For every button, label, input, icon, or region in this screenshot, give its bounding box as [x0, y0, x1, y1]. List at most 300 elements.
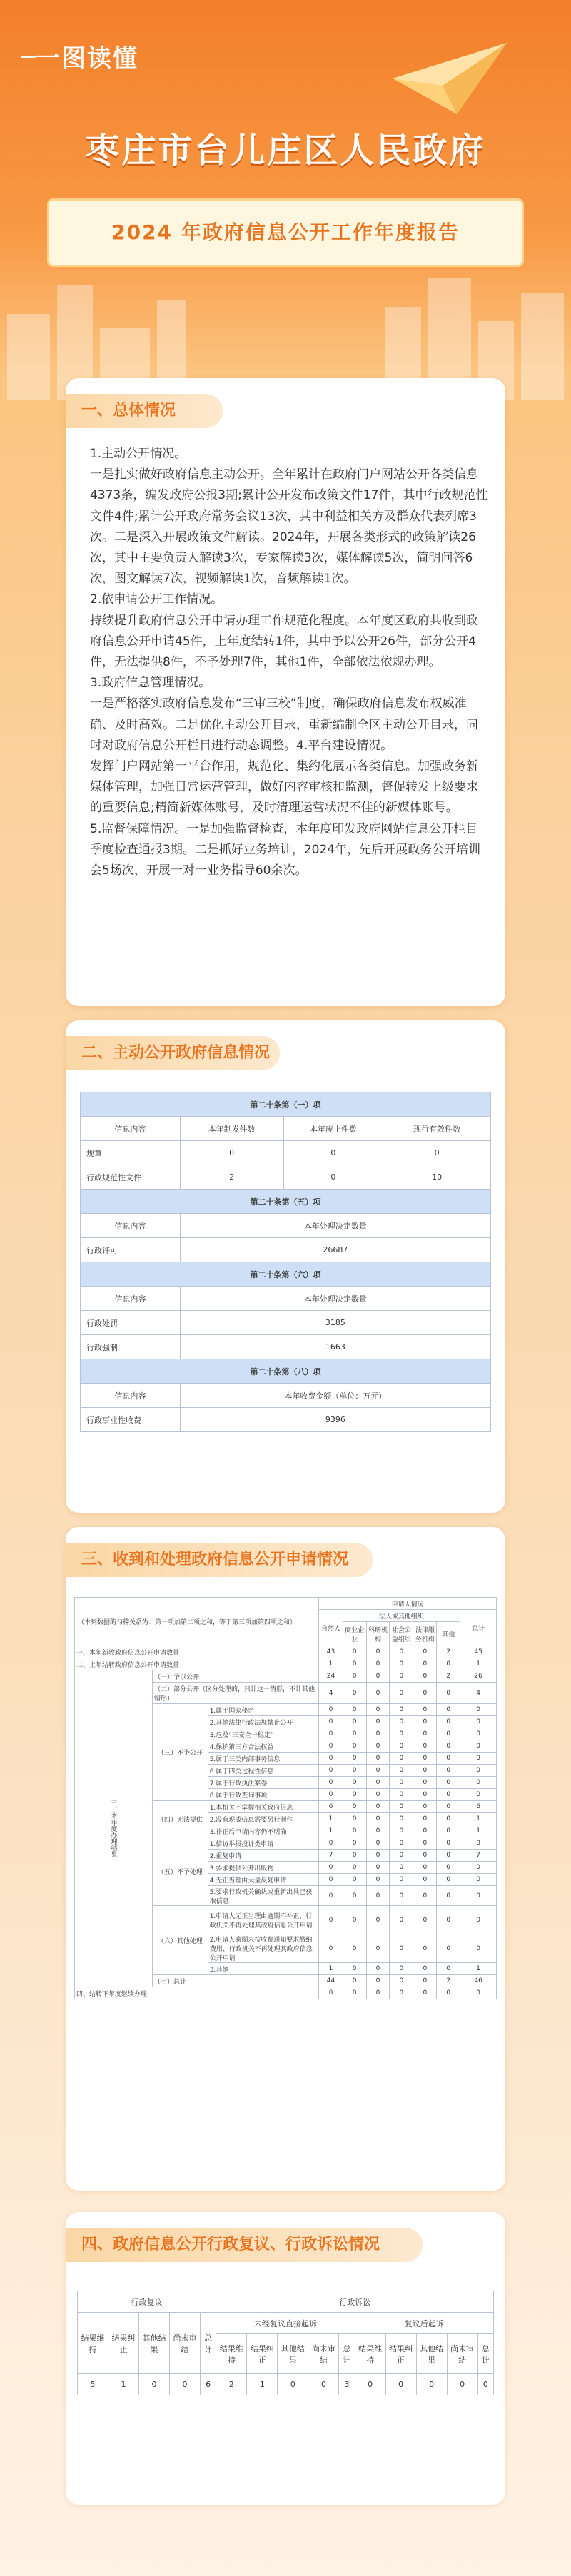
- table-cell: 0: [390, 1789, 413, 1801]
- table-cell: 0: [383, 1141, 491, 1165]
- table-cell: 0: [460, 1837, 497, 1850]
- table-cell: 0: [343, 1825, 366, 1837]
- table-cell: 0: [366, 1658, 390, 1670]
- table-cell: 0: [437, 1837, 460, 1850]
- table-cell: 0: [437, 1801, 460, 1813]
- table-cell: 0: [460, 1934, 497, 1963]
- table-row: [75, 1646, 497, 1658]
- table-cell: 0: [343, 1862, 366, 1874]
- column-header: 行政诉讼: [216, 2291, 494, 2313]
- table-cell: 0: [413, 1963, 437, 1975]
- table-cell: 0: [413, 1658, 437, 1670]
- table-cell: 0: [366, 1886, 390, 1906]
- row-label: 1.属于国家秘密: [208, 1704, 319, 1716]
- table-cell: 0: [343, 1683, 366, 1704]
- table-cell: 7: [460, 1850, 497, 1862]
- table-cell: 0: [343, 1646, 366, 1658]
- table-cell: 4: [319, 1683, 343, 1704]
- table-cell: 0: [308, 2374, 339, 2395]
- table-cell: 0: [343, 1658, 366, 1670]
- row-label: （二）部分公开（区分处理的，只计这一情形，不计其他情形）: [153, 1683, 319, 1704]
- table-cell: 0: [460, 1886, 497, 1906]
- table-cell: 0: [390, 1753, 413, 1765]
- table-cell: 0: [170, 2374, 201, 2395]
- table-cell: 24: [319, 1670, 343, 1683]
- section-heading: 三、收到和处理政府信息公开申请情况: [66, 1543, 373, 1577]
- paragraph: 3.政府信息管理情况。: [90, 676, 211, 691]
- table-cell: 0: [390, 1975, 413, 1987]
- column-header: 信息内容: [81, 1214, 181, 1238]
- column-header: 尚未审结: [447, 2334, 477, 2374]
- table-cell: 0: [366, 1934, 390, 1963]
- table-cell: 0: [413, 1906, 437, 1934]
- review-litigation-table: [77, 2291, 494, 2395]
- table-cell: 0: [437, 1987, 460, 1999]
- table-cell: 0: [343, 1777, 366, 1789]
- table-cell: 0: [460, 1862, 497, 1874]
- table-cell: 1: [319, 1825, 343, 1837]
- row-label: 8.属于行政查询事项: [208, 1789, 319, 1801]
- column-header: 行政复议: [78, 2291, 216, 2313]
- column-header: 自然人: [319, 1610, 343, 1646]
- row-label: 4.无正当理由大量反复申请: [208, 1874, 319, 1886]
- row-label: 四、结转下年度继续办理: [75, 1987, 319, 1999]
- table-cell: 0: [366, 1801, 390, 1813]
- table-cell: 0: [460, 1704, 497, 1716]
- table-cell: 0: [460, 1987, 497, 1999]
- table-cell: 0: [413, 1753, 437, 1765]
- table-cell: 0: [343, 1906, 366, 1934]
- table-corner-note: （本列数据的勾稽关系为：第一项加第二项之和，等于第三项加第四项之和）: [75, 1598, 319, 1646]
- table-cell: 0: [343, 1704, 366, 1716]
- table-cell: 0: [413, 1789, 437, 1801]
- header-tag: 一图读懂: [36, 44, 138, 73]
- column-header: 本年处理决定数量: [180, 1287, 490, 1311]
- table-section-title: 第二十条第（一）项: [81, 1092, 491, 1117]
- table-cell: 6: [319, 1801, 343, 1813]
- row-label: 3.其他: [208, 1963, 319, 1975]
- table-cell: 0: [366, 1789, 390, 1801]
- column-header: 总计: [460, 1610, 497, 1646]
- column-header: 科研机构: [366, 1622, 390, 1646]
- table-cell: 0: [319, 1934, 343, 1963]
- section-review-card: [66, 2212, 505, 2505]
- table-cell: 0: [390, 1765, 413, 1777]
- table-cell: 0: [460, 1716, 497, 1728]
- table-cell: 0: [413, 1987, 437, 1999]
- table-cell: 0: [366, 1765, 390, 1777]
- table-cell: 0: [413, 1728, 437, 1740]
- table-cell: 0: [416, 2374, 447, 2395]
- row-label: 5.要求行政机关确认或重新出具已获取信息: [208, 1886, 319, 1906]
- paragraph: 1.主动公开情况。: [90, 447, 187, 461]
- column-header: 结果维持: [216, 2334, 247, 2374]
- table-cell: 0: [366, 1813, 390, 1825]
- table-cell: 44: [319, 1975, 343, 1987]
- table-cell: 6: [201, 2374, 216, 2395]
- table-cell: 0: [283, 1165, 383, 1190]
- page-subtitle: 2024 年政府信息公开工作年度报告: [111, 220, 460, 244]
- table-cell: 1: [460, 1963, 497, 1975]
- table-section-title: 第二十条第（八）项: [81, 1359, 491, 1384]
- table-cell: 0: [366, 1728, 390, 1740]
- overview-text: [90, 444, 490, 881]
- table-cell: 0: [390, 1906, 413, 1934]
- row-group-label: （三）不予公开: [153, 1704, 208, 1801]
- table-cell: 2: [437, 1670, 460, 1683]
- column-header: 其他: [437, 1622, 460, 1646]
- table-cell: 1: [247, 2374, 278, 2395]
- table-cell: 0: [390, 1837, 413, 1850]
- table-cell: 1: [460, 1813, 497, 1825]
- table-cell: 0: [139, 2374, 170, 2395]
- row-label: 6.属于四类过程性信息: [208, 1765, 319, 1777]
- table-cell: 0: [366, 1646, 390, 1658]
- table-cell: 0: [460, 1874, 497, 1886]
- page-title: 枣庄市台儿庄区人民政府: [85, 131, 486, 171]
- table-cell: 0: [390, 1874, 413, 1886]
- subtitle-banner: [47, 198, 524, 267]
- table-cell: 0: [413, 1704, 437, 1716]
- table-cell: 0: [413, 1886, 437, 1906]
- column-header: 结果维持: [355, 2334, 385, 2374]
- row-label: 4.保护第三方合法权益: [208, 1740, 319, 1753]
- table-cell: 0: [437, 1813, 460, 1825]
- row-label: 7.属于行政执法案卷: [208, 1777, 319, 1789]
- row-label: 3.危及“三安全一稳定”: [208, 1728, 319, 1740]
- table-cell: 0: [413, 1716, 437, 1728]
- table-cell: 0: [437, 1963, 460, 1975]
- table-cell: 0: [390, 1934, 413, 1963]
- row-label: 2.重复申请: [208, 1850, 319, 1862]
- table-cell: 0: [437, 1850, 460, 1862]
- row-label: （七）总计: [153, 1975, 319, 1987]
- table-cell: 0: [447, 2374, 477, 2395]
- row-label: 二、上年结转政府信息公开申请数量: [75, 1658, 319, 1670]
- table-cell: 1: [319, 1963, 343, 1975]
- table-cell: 0: [390, 1886, 413, 1906]
- table-cell: 43: [319, 1646, 343, 1658]
- table-cell: 0: [437, 1658, 460, 1670]
- table-cell: 0: [413, 1740, 437, 1753]
- row-label: 1.本机关不掌握相关政府信息: [208, 1801, 319, 1813]
- column-header: 信息内容: [81, 1384, 181, 1408]
- table-cell: 3185: [180, 1311, 490, 1335]
- table-cell: 0: [437, 1825, 460, 1837]
- table-cell: 26: [460, 1670, 497, 1683]
- table-cell: 2: [437, 1975, 460, 1987]
- table-cell: 0: [437, 1789, 460, 1801]
- table-cell: 0: [390, 1850, 413, 1862]
- applications-table-body: [75, 1646, 497, 1999]
- table-cell: 0: [319, 1886, 343, 1906]
- table-cell: 行政规范性文件: [81, 1165, 181, 1190]
- table-cell: 1: [460, 1825, 497, 1837]
- table-cell: 0: [437, 1777, 460, 1789]
- column-header: 本年处理决定数量: [180, 1214, 490, 1238]
- column-header: 商业企业: [343, 1622, 366, 1646]
- section-heading: 四、政府信息公开行政复议、行政诉讼情况: [66, 2228, 423, 2262]
- table-cell: 9396: [180, 1408, 490, 1432]
- column-header: 本年制发件数: [180, 1117, 283, 1141]
- table-cell: 0: [278, 2374, 308, 2395]
- table-cell: 0: [390, 1963, 413, 1975]
- table-cell: 0: [390, 1740, 413, 1753]
- table-cell: 6: [460, 1801, 497, 1813]
- row-label: （一）予以公开: [153, 1670, 319, 1683]
- table-cell: 26687: [180, 1238, 490, 1262]
- row-label: 2.其他法律行政法规禁止公开: [208, 1716, 319, 1728]
- table-cell: 2: [180, 1165, 283, 1190]
- table-cell: 0: [343, 1886, 366, 1906]
- table-cell: 0: [437, 1753, 460, 1765]
- paragraph: 2.依申请公开工作情况。: [90, 592, 223, 607]
- table-cell: 0: [390, 1716, 413, 1728]
- table-cell: 0: [319, 1753, 343, 1765]
- table-cell: 1663: [180, 1335, 490, 1359]
- section-overview-card: [66, 378, 505, 1006]
- table-cell: 10: [383, 1165, 491, 1190]
- row-label: 1.申请人无正当理由逾期不补正、行政机关不再处理其政府信息公开申请: [208, 1906, 319, 1934]
- table-cell: 0: [460, 1753, 497, 1765]
- table-cell: 行政处罚: [81, 1311, 181, 1335]
- row-label: 3.要求提供公开出版物: [208, 1862, 319, 1874]
- column-header: 结果纠正: [385, 2334, 416, 2374]
- table-cell: 0: [460, 1777, 497, 1789]
- table-cell: 0: [413, 1646, 437, 1658]
- table-section-title: 第二十条第（六）项: [81, 1262, 491, 1287]
- table-cell: 0: [390, 1670, 413, 1683]
- table-cell: 0: [366, 1975, 390, 1987]
- table-cell: 0: [366, 1716, 390, 1728]
- section-proactive-card: [66, 1020, 505, 1513]
- paper-plane-icon: [385, 36, 514, 121]
- table-cell: 0: [413, 1765, 437, 1777]
- table-cell: 0: [343, 1670, 366, 1683]
- table-cell: 0: [343, 1813, 366, 1825]
- table-cell: 0: [343, 1987, 366, 1999]
- section-applications-card: [66, 1527, 505, 2191]
- column-header: 总计: [477, 2334, 493, 2374]
- row-label: 3.补正后申请内容仍不明确: [208, 1825, 319, 1837]
- column-header: 其他结果: [416, 2334, 447, 2374]
- table-cell: 0: [366, 1987, 390, 1999]
- paragraph: 发挥门户网站第一平台作用，规范化、集约化展示各类信息。加强政务新媒体管理，加强日常运营管理，做好内容审核和监测，督促转发上级要求的重要信息;精简新媒体账号，及时清理运营状况不佳的新媒体账号。: [90, 759, 478, 816]
- table-cell: 0: [460, 1740, 497, 1753]
- column-header: 本年废止件数: [283, 1117, 383, 1141]
- table-cell: 0: [343, 1963, 366, 1975]
- table-cell: 0: [413, 1825, 437, 1837]
- column-header: 法律服务机构: [413, 1622, 437, 1646]
- proactive-disclosure-table: [80, 1092, 491, 1432]
- table-cell: 0: [390, 1704, 413, 1716]
- table-cell: 0: [385, 2374, 416, 2395]
- paragraph: 持续提升政府信息公开申请办理工作规范化程度。本年度区政府共收到政府信息公开申请45件，上年度结转1件，其中予以公开26件，部分公开4件，无法提供8件，不予处理7件，其他1件，全部依法依规办理。: [90, 613, 478, 670]
- column-header: 尚未审结: [308, 2334, 339, 2374]
- table-cell: 0: [413, 1801, 437, 1813]
- column-header: 申请人情况: [319, 1598, 497, 1610]
- table-cell: 0: [343, 1850, 366, 1862]
- column-header: 其他结果: [278, 2334, 308, 2374]
- table-row: [75, 1670, 497, 1683]
- table-cell: 行政强制: [81, 1335, 181, 1359]
- table-cell: 0: [343, 1874, 366, 1886]
- table-cell: 0: [366, 1963, 390, 1975]
- row-label: 1.信访举报投诉类申请: [208, 1837, 319, 1850]
- table-cell: 0: [413, 1975, 437, 1987]
- table-cell: 0: [180, 1141, 283, 1165]
- row-label: 一、本年新收政府信息公开申请数量: [75, 1646, 319, 1658]
- paragraph: 一是严格落实政府信息发布“三审三校”制度，确保政府信息发布权威准确、及时高效。二是优化主动公开目录，重新编制全区主动公开目录，同时对政府信息公开栏目进行动态调整。4.平台建设情况。: [90, 696, 478, 753]
- table-cell: 0: [366, 1777, 390, 1789]
- table-cell: 0: [437, 1765, 460, 1777]
- table-cell: 0: [390, 1813, 413, 1825]
- table-cell: 0: [366, 1837, 390, 1850]
- table-cell: 0: [319, 1704, 343, 1716]
- column-header: 总计: [339, 2334, 355, 2374]
- table-cell: 0: [390, 1728, 413, 1740]
- table-cell: 0: [390, 1683, 413, 1704]
- table-cell: 0: [366, 1906, 390, 1934]
- table-cell: 0: [366, 1704, 390, 1716]
- row-group-label: 三、本年度办理结果: [75, 1670, 153, 1987]
- table-cell: 0: [319, 1740, 343, 1753]
- table-row: [75, 1658, 497, 1670]
- table-cell: 0: [319, 1777, 343, 1789]
- table-cell: 0: [413, 1683, 437, 1704]
- column-header: 法人或其他组织: [343, 1610, 460, 1622]
- table-cell: 2: [437, 1646, 460, 1658]
- section-heading: 一、总体情况: [66, 394, 223, 428]
- row-label: 5.属于三类内部事务信息: [208, 1753, 319, 1765]
- table-cell: 0: [343, 1765, 366, 1777]
- table-cell: 4: [460, 1683, 497, 1704]
- table-row: [75, 1987, 497, 1999]
- table-cell: 0: [366, 1825, 390, 1837]
- column-header: 总计: [201, 2313, 216, 2374]
- table-cell: 0: [343, 1837, 366, 1850]
- table-cell: 0: [413, 1850, 437, 1862]
- section-heading: 二、主动公开政府信息情况: [66, 1036, 280, 1070]
- table-cell: 0: [343, 1716, 366, 1728]
- row-group-label: （四）无法提供: [153, 1801, 208, 1837]
- table-cell: 行政事业性收费: [81, 1408, 181, 1432]
- column-header: 本年收费金额（单位：万元）: [180, 1384, 490, 1408]
- column-header: 未经复议直接起诉: [216, 2313, 355, 2334]
- column-header: 尚未审结: [170, 2313, 201, 2374]
- table-cell: 0: [366, 1862, 390, 1874]
- table-cell: 0: [413, 1670, 437, 1683]
- table-cell: 3: [339, 2374, 355, 2395]
- table-cell: 0: [355, 2374, 385, 2395]
- table-cell: 0: [390, 1777, 413, 1789]
- table-cell: 7: [319, 1850, 343, 1862]
- table-cell: 0: [460, 1765, 497, 1777]
- column-header: 复议后起诉: [355, 2313, 493, 2334]
- table-cell: 0: [437, 1862, 460, 1874]
- table-cell: 0: [460, 1789, 497, 1801]
- table-cell: 5: [78, 2374, 108, 2395]
- table-cell: 0: [319, 1862, 343, 1874]
- table-cell: 0: [319, 1716, 343, 1728]
- table-cell: 0: [319, 1987, 343, 1999]
- table-cell: 0: [437, 1740, 460, 1753]
- column-header: 社会公益组织: [390, 1622, 413, 1646]
- table-cell: 45: [460, 1646, 497, 1658]
- table-cell: 0: [437, 1728, 460, 1740]
- table-cell: 0: [437, 1683, 460, 1704]
- table-cell: 1: [460, 1658, 497, 1670]
- table-section-title: 第二十条第（五）项: [81, 1190, 491, 1214]
- paragraph: 5.监督保障情况。一是加强监督检查，本年度印发政府网站信息公开栏目季度检查通报3期。二是抓好业务培训，2024年，先后开展政务公开培训会5场次，开展一对一业务指导60余次。: [90, 821, 481, 878]
- column-header: 信息内容: [81, 1287, 181, 1311]
- table-cell: 0: [343, 1728, 366, 1740]
- table-cell: 0: [319, 1765, 343, 1777]
- table-cell: 0: [390, 1658, 413, 1670]
- table-cell: 0: [437, 1934, 460, 1963]
- row-group-label: （六）其他处理: [153, 1906, 208, 1975]
- row-group-label: （五）不予处理: [153, 1837, 208, 1906]
- table-cell: 1: [108, 2374, 139, 2395]
- column-header: 结果维持: [78, 2313, 108, 2374]
- row-label: 2.申请人逾期未按收费通知要求缴纳费用、行政机关不再处理其政府信息公开申请: [208, 1934, 319, 1963]
- table-cell: 0: [343, 1789, 366, 1801]
- table-cell: 0: [437, 1704, 460, 1716]
- column-header: 信息内容: [81, 1117, 181, 1141]
- table-cell: 2: [216, 2374, 247, 2395]
- table-cell: 0: [319, 1874, 343, 1886]
- table-cell: 0: [460, 1906, 497, 1934]
- table-cell: 1: [319, 1813, 343, 1825]
- table-cell: 0: [413, 1777, 437, 1789]
- table-cell: 0: [343, 1753, 366, 1765]
- table-cell: 0: [343, 1975, 366, 1987]
- table-cell: 0: [460, 1728, 497, 1740]
- table-cell: 0: [319, 1789, 343, 1801]
- table-cell: 1: [319, 1658, 343, 1670]
- table-cell: 0: [390, 1862, 413, 1874]
- tag-dash: [21, 56, 36, 58]
- table-cell: 0: [413, 1862, 437, 1874]
- applications-table: [74, 1597, 497, 1999]
- table-cell: 0: [283, 1141, 383, 1165]
- paragraph: 一是扎实做好政府信息主动公开。全年累计在政府门户网站公开各类信息4373条，编发政府公报3期;累计公开发布政策文件17件，其中行政规范性文件4件;累计公开政府常务会议13次，其中利益相关方及群众代表列席3次。二是深入开展政策文件解读。2024年，开展各类形式的政策解读26次，其中主要负责人解读3次，专家解读3次，媒体解读5次，简明问答6次，图文解读7次，视频解读1次，音频解读1次。: [90, 467, 488, 587]
- table-cell: 0: [413, 1874, 437, 1886]
- table-cell: 0: [366, 1850, 390, 1862]
- table-cell: 0: [437, 1906, 460, 1934]
- table-cell: 0: [366, 1740, 390, 1753]
- table-cell: 0: [343, 1934, 366, 1963]
- column-header: 其他结果: [139, 2313, 170, 2374]
- row-label: 2.没有现成信息需要另行制作: [208, 1813, 319, 1825]
- table-cell: 0: [437, 1886, 460, 1906]
- table-cell: 0: [413, 1813, 437, 1825]
- table-cell: 0: [390, 1646, 413, 1658]
- table-cell: 0: [413, 1934, 437, 1963]
- table-cell: 0: [366, 1874, 390, 1886]
- table-cell: 46: [460, 1975, 497, 1987]
- column-header: 现行有效件数: [383, 1117, 491, 1141]
- table-cell: 0: [343, 1801, 366, 1813]
- table-cell: 0: [366, 1753, 390, 1765]
- column-header: 结果纠正: [108, 2313, 139, 2374]
- table-cell: 0: [477, 2374, 493, 2395]
- table-cell: 规章: [81, 1141, 181, 1165]
- table-cell: 0: [390, 1825, 413, 1837]
- table-cell: 0: [390, 1801, 413, 1813]
- table-cell: 0: [437, 1874, 460, 1886]
- table-cell: 0: [319, 1906, 343, 1934]
